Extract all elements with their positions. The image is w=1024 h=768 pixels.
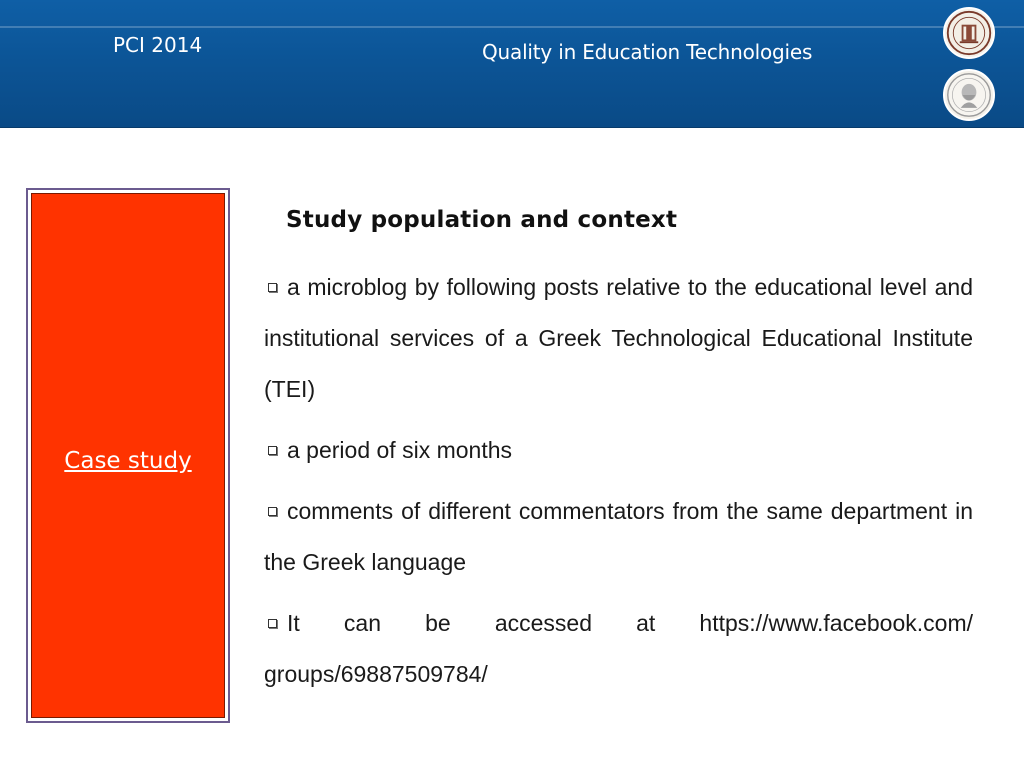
section-sidebar: [26, 188, 230, 723]
philosopher-portrait-seal-icon: [943, 69, 995, 121]
case-study-label: Case study: [64, 447, 192, 474]
square-bullet-icon: [268, 619, 277, 628]
conference-label: PCI 2014: [113, 33, 203, 57]
slide-heading: Study population and context: [286, 207, 678, 233]
bullet-text: a period of six months: [287, 437, 513, 463]
square-bullet-icon: [268, 446, 277, 455]
presentation-subject: Quality in Education Technologies: [482, 40, 813, 64]
bullet-text: comments of different commentators from the same department in the Greek language: [264, 498, 973, 575]
section-sidebar-panel: [31, 193, 225, 718]
square-bullet-icon: [268, 283, 277, 292]
bullet-text: It can be accessed at https://www.facebook.com/ groups/69887509784/: [264, 610, 973, 687]
bullet-item: [264, 262, 973, 415]
bullet-item: [264, 598, 973, 700]
header-banner: [0, 0, 1024, 128]
bullet-text: a microblog by following posts relative to the educational level and institutional services of a Greek Technological Educational Institute (TEI): [264, 274, 973, 402]
header-sheen-line: [0, 26, 1024, 28]
bullet-item: [264, 486, 973, 588]
university-seal-icon: [943, 7, 995, 59]
bullet-item: [264, 425, 973, 476]
square-bullet-icon: [268, 507, 277, 516]
bullet-list: [264, 262, 973, 710]
